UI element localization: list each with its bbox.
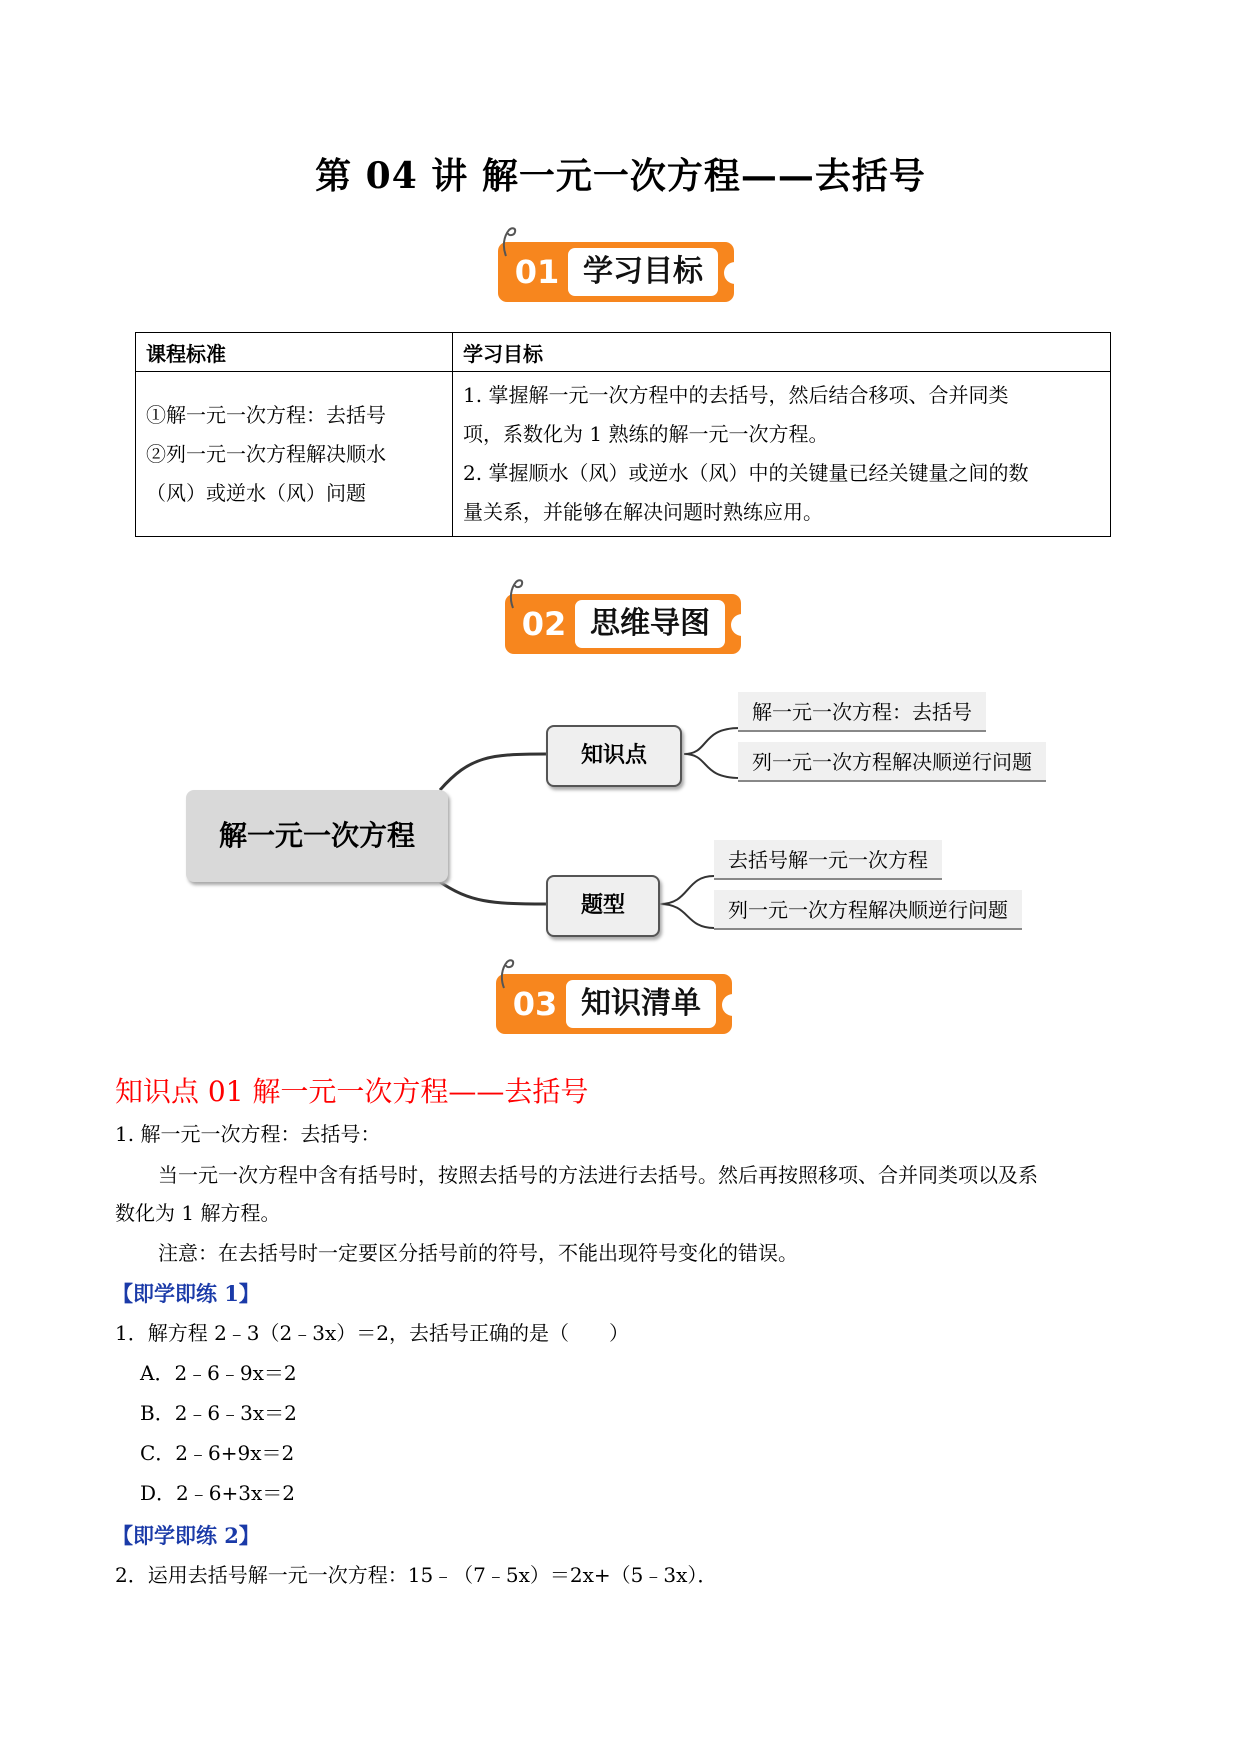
goal-line: 量关系，并能够在解决问题时熟练应用。 — [463, 500, 823, 524]
option-c: C．2﹣6+9x＝2 — [140, 1441, 295, 1465]
standard-line: ②列一元一次方程解决顺水 — [146, 441, 386, 466]
option-d: D．2﹣6+3x＝2 — [140, 1481, 295, 1505]
table-header-standards: 课程标准 — [136, 333, 453, 372]
knowledge-paragraph-line: 当一元一次方程中含有括号时，按照去括号的方法进行去括号。然后再按照移项、合并同类项以及系 — [158, 1163, 1038, 1187]
goal-line: 2. 掌握顺水（风）或逆水（风）中的关键量已经关键量之间的数 — [463, 461, 1029, 485]
option-b: B．2﹣6﹣3x＝2 — [140, 1401, 297, 1425]
mindmap-leaf: 解一元一次方程：去括号 — [738, 692, 986, 732]
section-number: 02 — [521, 605, 567, 643]
mindmap-root: 解一元一次方程 — [186, 790, 448, 882]
section-number: 03 — [512, 985, 558, 1023]
section-number: 01 — [514, 253, 560, 291]
connector-types-leaf2 — [660, 904, 714, 928]
goal-line: 项，系数化为 1 熟练的解一元一次方程。 — [463, 422, 829, 446]
practice-label: 【即学即练 1】 — [112, 1281, 260, 1306]
section-label: 思维导图 — [575, 600, 725, 648]
section-label: 学习目标 — [568, 248, 718, 296]
mindmap-branch-knowledge: 知识点 — [546, 725, 682, 787]
section-label: 知识清单 — [566, 980, 716, 1028]
table-header-goals: 学习目标 — [453, 333, 1111, 372]
goal-line: 1. 掌握解一元一次方程中的去括号，然后结合移项、合并同类 — [463, 383, 1009, 407]
mindmap-leaf: 列一元一次方程解决顺逆行问题 — [738, 742, 1046, 782]
standard-line: ①解一元一次方程：去括号 — [146, 402, 386, 427]
practice-label: 【即学即练 2】 — [112, 1523, 260, 1548]
knowledge-heading: 1. 解一元一次方程：去括号： — [115, 1122, 381, 1146]
mindmap-branch-types: 题型 — [546, 875, 660, 937]
mindmap-leaf: 列一元一次方程解决顺逆行问题 — [714, 890, 1022, 930]
connector-knowledge-leaf1 — [684, 728, 740, 754]
mindmap-leaf: 去括号解一元一次方程 — [714, 840, 942, 880]
knowledge-paragraph-line: 数化为 1 解方程。 — [115, 1201, 281, 1225]
knowledge-point-title: 知识点 01 解一元一次方程——去括号 — [115, 1075, 589, 1108]
standard-line: （风）或逆水（风）问题 — [146, 480, 366, 505]
connector-root-knowledge — [440, 754, 546, 790]
connector-root-types — [440, 882, 546, 904]
connector-knowledge-leaf2 — [684, 754, 740, 778]
option-a: A．2﹣6﹣9x＝2 — [140, 1361, 297, 1385]
knowledge-note: 注意：在去括号时一定要区分括号前的符号，不能出现符号变化的错误。 — [158, 1241, 798, 1265]
connector-types-leaf1 — [660, 876, 714, 904]
page-title: 第 04 讲 解一元一次方程——去括号 — [315, 155, 926, 197]
question-text: 2．运用去括号解一元一次方程：15﹣（7﹣5x）＝2x+（5﹣3x）． — [115, 1563, 718, 1587]
question-text: 1．解方程 2﹣3（2﹣3x）＝2，去括号正确的是（ ） — [115, 1321, 629, 1345]
